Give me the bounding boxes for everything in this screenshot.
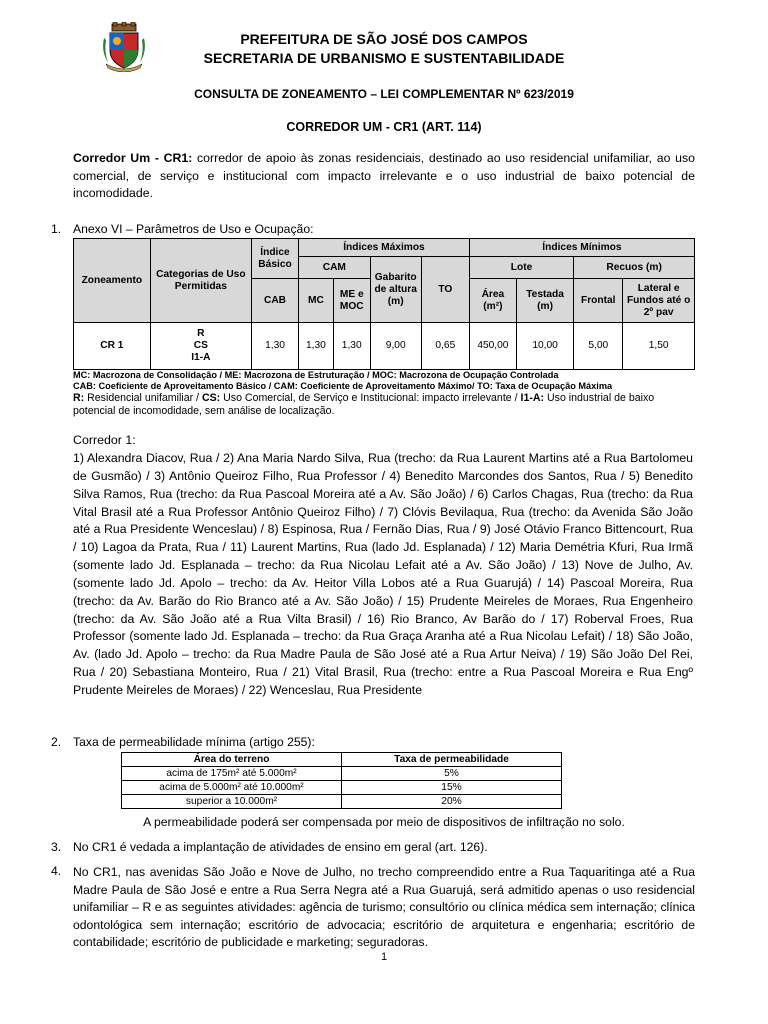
col-taxa: Taxa de permeabilidade xyxy=(342,753,562,767)
cell-me-moc: 1,30 xyxy=(333,323,370,370)
section3-number: 3. xyxy=(51,840,62,854)
col-indice-basico: Índice Básico xyxy=(251,239,298,279)
col-frontal: Frontal xyxy=(574,279,623,323)
corredor1-title: Corredor 1: xyxy=(73,433,136,447)
section4-number: 4. xyxy=(51,864,62,878)
note-coeficientes: CAB: Coeficiente de Aproveitamento Básico / CAM: Coeficiente de Aproveitamento Máximo/ TO: Taxa de Ocupação Máxima xyxy=(73,381,613,392)
note-i1-text: Uso industrial de baixo potencial de incomodidade, sem análise de localização. xyxy=(73,392,655,418)
col-gabarito: Gabarito de altura (m) xyxy=(370,257,421,323)
cell-cat-cs: CS xyxy=(193,340,208,351)
cell-area-terreno: acima de 5.000m² até 10.000m² xyxy=(122,781,342,795)
page-number: 1 xyxy=(380,951,388,963)
section2-number: 2. xyxy=(51,735,62,749)
cell-testada: 10,00 xyxy=(516,323,573,370)
corredor1-list: 1) Alexandra Diacov, Rua / 2) Ana Maria Nardo Silva, Rua (trecho: da Rua Laurent Martins até a Rua Bartolomeu de Gusmão) / 3) Antônio Queiroz Filho, Rua Professor / 4) Benedito Marcondes dos Santos, Rua / 5) Benedito Silva Ramos, Rua (trecho: da Rua Pascoal Moreira até a Av. São João) / 6) Carlos Chagas, Rua (trecho: da Rua Vital Brasil até a Rua Professor Antônio Queiroz Filho) / 7) Clóvis Bevilaqua, Rua (trecho: da Avenida São João até a Rua Presidente Wenceslau) / 8) Espinosa, Rua / Fernão Dias, Rua / 9) José Otávio Franco Bittencourt, Rua / 10) Lagoa da Prata, Rua / 11) Laurent Martins, Rua (lado Jd. Esplanada) / 12) Maria Demétria Kfuri, Rua Irmã (somente lado Jd. Esplanada – trecho: da Rua Nicolau Lefait até a Av. São João) / 13) Nove de Julho, Av. (somente lado Jd. Apolo – trecho: da Av. Heitor Villa Lobos até a Rua Guarujá) / 14) Pascoal Moreira, Rua (trecho: da Av. Barão do Rio Branco até a Av. São João) / 15) Prudente Meireles de Moraes, Rua Engenheiro (trecho: da Av. São João até a Rua Vilta Brasil) / 16) Rio Branco, Av Barão do / 17) Roberval Froes, Rua Professor (somente lado Jd. Esplanada – trecho: da Rua Graça Aranha até a Rua Nicolau Lefait) / 18) São João, Av. (lado Jd. Apolo – trecho: da Rua Madre Paula de São José até a Rua Artur Neiva) / 19) São João Del Rei, Rua / 20) Sebastiana Monteiro, Rua / 21) Vital Brasil, Rua (trecho: entre a Rua Pascoal Moreira e Rua Engº Prudente Meireles de Moraes) / 22) Wenceslau, Rua Presidente xyxy=(73,451,693,697)
header-secretaria: SECRETARIA DE URBANISMO E SUSTENTABILIDADE xyxy=(203,50,565,66)
cell-taxa: 15% xyxy=(342,781,562,795)
note-macrozonas: MC: Macrozona de Consolidação / ME: Macrozona de Estruturação / MOC: Macrozona de Ocupação Controlada xyxy=(73,370,559,380)
note-cs-text: Uso Comercial, de Serviço e Institucional: impacto irrelevante / xyxy=(220,392,521,405)
header-consulta: CONSULTA DE ZONEAMENTO – LEI COMPLEMENTAR Nº 623/2019 xyxy=(194,87,574,101)
cell-cat-i1a: I1-A xyxy=(191,352,211,363)
table-row xyxy=(122,795,562,809)
table-row xyxy=(122,781,562,795)
note-categorias xyxy=(73,392,693,418)
col-lote: Lote xyxy=(469,257,573,279)
cell-gabarito: 9,00 xyxy=(370,323,421,370)
cell-area-terreno: acima de 175m² até 5.000m² xyxy=(122,767,342,781)
permeabilidade-note: A permeabilidade poderá ser compensada por meio de dispositivos de infiltração no solo. xyxy=(143,815,625,829)
table-row xyxy=(74,323,695,370)
section2-title: Taxa de permeabilidade mínima (artigo 255): xyxy=(73,735,315,749)
note-i1-label: I1-A: xyxy=(520,392,545,405)
col-zoneamento: Zoneamento xyxy=(74,239,151,323)
section3-text: No CR1 é vedada a implantação de atividades de ensino em geral (art. 126). xyxy=(73,840,488,854)
cell-mc: 1,30 xyxy=(299,323,334,370)
table-notes xyxy=(73,370,693,418)
header-corredor: CORREDOR UM - CR1 (ART. 114) xyxy=(286,120,482,134)
cell-zona: CR 1 xyxy=(74,323,151,370)
col-mc: MC xyxy=(299,279,334,323)
note-r-text: Residencial unifamiliar / xyxy=(84,392,202,405)
col-me-moc: ME e MOC xyxy=(333,279,370,323)
col-cam: CAM xyxy=(299,257,371,279)
cell-frontal: 5,00 xyxy=(574,323,623,370)
col-area-terreno: Área do terreno xyxy=(122,753,342,767)
note-r-label: R: xyxy=(73,392,85,405)
col-cab: CAB xyxy=(251,279,298,323)
col-indices-minimos: Índices Mínimos xyxy=(469,239,694,257)
cell-taxa: 20% xyxy=(342,795,562,809)
section1-number: 1. xyxy=(51,222,62,236)
col-indices-maximos: Índices Máximos xyxy=(299,239,470,257)
table-row xyxy=(122,767,562,781)
col-area: Área (m²) xyxy=(469,279,516,323)
permeabilidade-table xyxy=(121,752,562,809)
col-recuos: Recuos (m) xyxy=(574,257,695,279)
note-cs-label: CS: xyxy=(201,392,221,405)
col-categorias: Categorias de Uso Permitidas xyxy=(150,239,251,323)
section4-text: No CR1, nas avenidas São João e Nove de Julho, no trecho compreendido entre a Rua Taquaritinga até a Rua Madre Paula de São José e entre a Rua Serra Negra até a Rua Guarujá, será admitido apenas o uso residencial unifamiliar – R e as seguintes atividades: agência de turismo; consultório ou clínica médica sem internação; clínica odontológica sem internação; escritório de advocacia; escritório de arquitetura e engenharia; escritório de contabilidade; escritório de publicidade e marketing; seguradoras. xyxy=(73,865,695,950)
cell-cat-r: R xyxy=(197,328,205,339)
cell-area-terreno: superior a 10.000m² xyxy=(122,795,342,809)
header-prefeitura: PREFEITURA DE SÃO JOSÉ DOS CAMPOS xyxy=(240,31,528,47)
cell-area: 450,00 xyxy=(469,323,516,370)
parametros-table xyxy=(73,238,695,370)
cell-lateral: 1,50 xyxy=(623,323,695,370)
cell-cab: 1,30 xyxy=(251,323,298,370)
cell-categorias xyxy=(150,323,251,370)
cell-to: 0,65 xyxy=(421,323,469,370)
intro-label: Corredor Um - CR1: xyxy=(73,151,193,165)
intro-paragraph xyxy=(73,150,695,203)
section1-title: Anexo VI – Parâmetros de Uso e Ocupação: xyxy=(73,222,314,236)
col-to: TO xyxy=(421,257,469,323)
cell-taxa: 5% xyxy=(342,767,562,781)
col-testada: Testada (m) xyxy=(516,279,573,323)
intro-text: corredor de apoio às zonas residenciais, destinado ao uso residencial unifamiliar, ao uso comercial, de serviço e institucional com impacto irrelevante e o uso industrial de baixo potencial de incomodidade. xyxy=(73,151,695,200)
col-lateral: Lateral e Fundos até o 2º pav xyxy=(623,279,695,323)
